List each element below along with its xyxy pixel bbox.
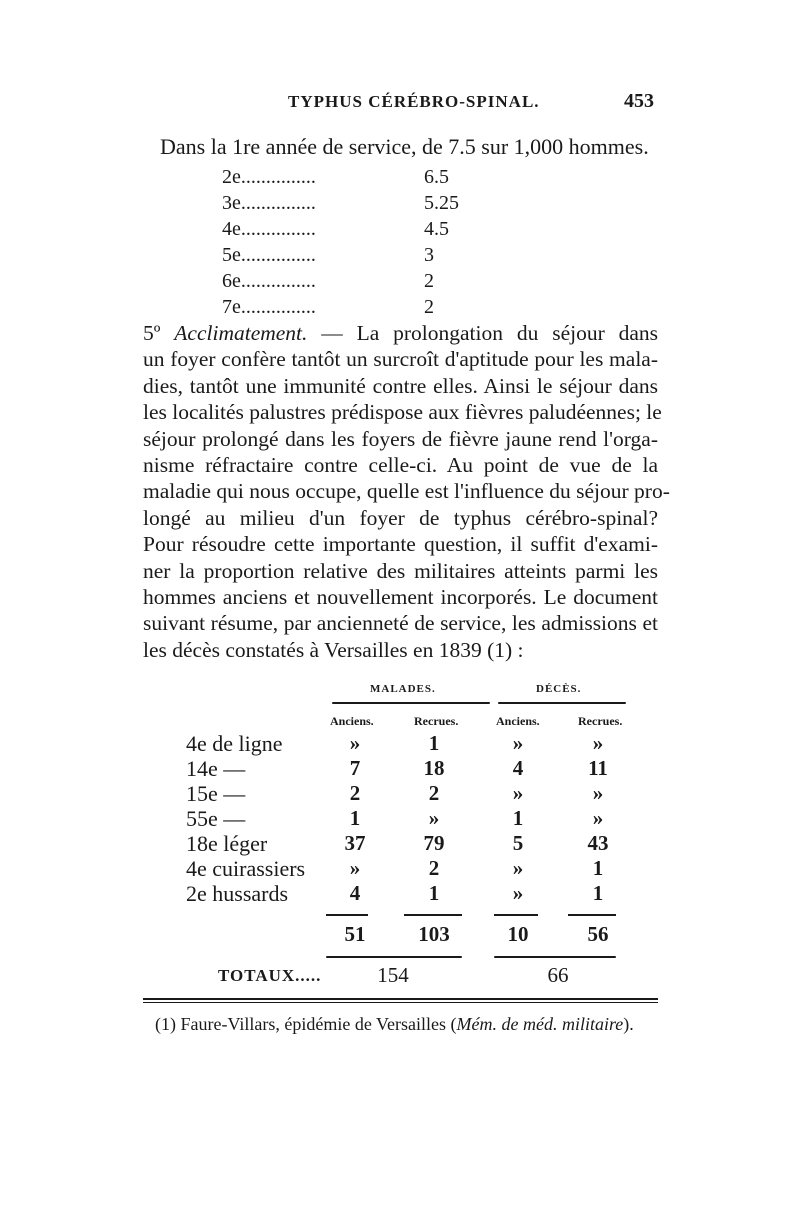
- table-row-label: 15e —: [186, 781, 246, 806]
- paragraph-line: les décès constatés à Versailles en 1839 (1) :: [143, 637, 524, 662]
- year-label: 2e...............: [222, 166, 316, 188]
- year-value: 5.25: [424, 192, 459, 214]
- table-cell: »: [349, 856, 361, 880]
- table-cell: 4: [512, 756, 524, 780]
- table-cell: 43: [587, 831, 609, 855]
- table-cell: 5: [512, 831, 524, 855]
- sum-rule: [568, 914, 616, 916]
- table-cell: »: [512, 781, 524, 805]
- table-cell: »: [428, 806, 440, 830]
- group-brace: [498, 702, 626, 704]
- totals-brace: [326, 956, 462, 958]
- intro-line: Dans la 1re année de service, de 7.5 sur 1,000 hommes.: [160, 134, 649, 159]
- sum-rule: [326, 914, 368, 916]
- table-cell: »: [592, 781, 604, 805]
- table-cell: 11: [588, 756, 608, 780]
- year-label: 6e...............: [222, 270, 316, 292]
- totals-label: TOTAUX.....: [218, 966, 322, 985]
- group-brace: [332, 702, 490, 704]
- table-cell: 1: [428, 731, 440, 755]
- paragraph-line: hommes anciens et nouvellement incorporés. Le document: [143, 585, 658, 610]
- subheader: Anciens.: [330, 714, 374, 728]
- table-cell: 2: [428, 856, 440, 880]
- footnote-rule: [143, 998, 658, 1000]
- running-header: TYPHUS CÉRÉBRO-SPINAL.: [288, 92, 540, 111]
- table-row-label: 55e —: [186, 806, 246, 831]
- table-cell: 1: [512, 806, 524, 830]
- footnote: (1) Faure-Villars, épidémie de Versailles (Mém. de méd. militaire).: [155, 1014, 634, 1034]
- table-cell: 7: [349, 756, 361, 780]
- paragraph-line: ner la proportion relative des militaires atteints parmi les: [143, 558, 658, 583]
- paragraph-line: maladie qui nous occupe, quelle est l'influence du séjour pro-: [143, 479, 670, 504]
- footnote-rule: [143, 1002, 658, 1003]
- year-label: 7e...............: [222, 296, 316, 318]
- sum-rule: [494, 914, 538, 916]
- group-header-malades: MALADES.: [370, 683, 436, 695]
- table-cell: »: [512, 731, 524, 755]
- paragraph-line: séjour prolongé dans les foyers de fièvre jaune rend l'orga-: [143, 426, 658, 451]
- table-cell: 79: [423, 831, 445, 855]
- table-cell: »: [512, 881, 524, 905]
- total-deces: 66: [547, 963, 569, 987]
- table-cell: 1: [592, 856, 604, 880]
- table-cell: 1: [592, 881, 604, 905]
- table-cell: 2: [349, 781, 361, 805]
- table-row-label: 14e —: [186, 756, 246, 781]
- paragraph-line: longé au milieu d'un foyer de typhus cérébro-spinal?: [143, 505, 658, 530]
- paragraph-line: dies, tantôt une immunité contre elles. Ainsi le séjour dans: [143, 373, 658, 398]
- subheader: Recrues.: [414, 714, 459, 728]
- paragraph-number: 5º: [143, 321, 161, 345]
- table-cell: »: [592, 806, 604, 830]
- table-cell: 18: [423, 756, 445, 780]
- subheader: Recrues.: [578, 714, 623, 728]
- total-malades: 154: [377, 963, 409, 987]
- group-header-deces: DÉCÈS.: [536, 683, 582, 695]
- paragraph-line: nisme réfractaire contre celle-ci. Au point de vue de la: [143, 453, 658, 478]
- paragraph-line: Pour résoudre cette importante question, il suffit d'exami-: [143, 532, 658, 557]
- totals-brace: [494, 956, 616, 958]
- table-row-label: 18e léger: [186, 831, 268, 856]
- table-row-label: 4e de ligne: [186, 731, 283, 756]
- table-cell: 1: [428, 881, 440, 905]
- table-row-label: 4e cuirassiers: [186, 856, 306, 881]
- sum-cell: 103: [418, 922, 450, 946]
- sum-rule: [404, 914, 462, 916]
- paragraph-line: 5º Acclimatement. — La prolongation du séjour dans: [143, 321, 658, 345]
- year-value: 4.5: [424, 218, 449, 240]
- table-cell: »: [349, 731, 361, 755]
- page-number: 453: [624, 90, 654, 112]
- year-label: 3e...............: [222, 192, 316, 214]
- table-cell: 37: [344, 831, 366, 855]
- sum-cell: 10: [507, 922, 529, 946]
- year-value: 3: [424, 244, 434, 266]
- table-cell: 1: [349, 806, 361, 830]
- year-label: 5e...............: [222, 244, 316, 266]
- paragraph-line: suivant résume, par ancienneté de service, les admissions et: [143, 611, 658, 636]
- sum-cell: 56: [587, 922, 609, 946]
- year-value: 6.5: [424, 166, 449, 188]
- table-cell: »: [512, 856, 524, 880]
- paragraph-line: un foyer confère tantôt un surcroît d'aptitude pour les mala-: [143, 347, 658, 372]
- table-cell: »: [592, 731, 604, 755]
- subheader: Anciens.: [496, 714, 540, 728]
- year-value: 2: [424, 296, 434, 318]
- sum-cell: 51: [344, 922, 366, 946]
- year-value: 2: [424, 270, 434, 292]
- year-label: 4e...............: [222, 218, 316, 240]
- body-paragraph: [143, 320, 670, 663]
- table-row-label: 2e hussards: [186, 881, 289, 906]
- paragraph-line: les localités palustres prédispose aux fièvres paludéennes; le: [143, 400, 662, 425]
- table-cell: 2: [428, 781, 440, 805]
- paragraph-heading: Acclimatement.: [174, 321, 308, 345]
- table-cell: 4: [349, 881, 361, 905]
